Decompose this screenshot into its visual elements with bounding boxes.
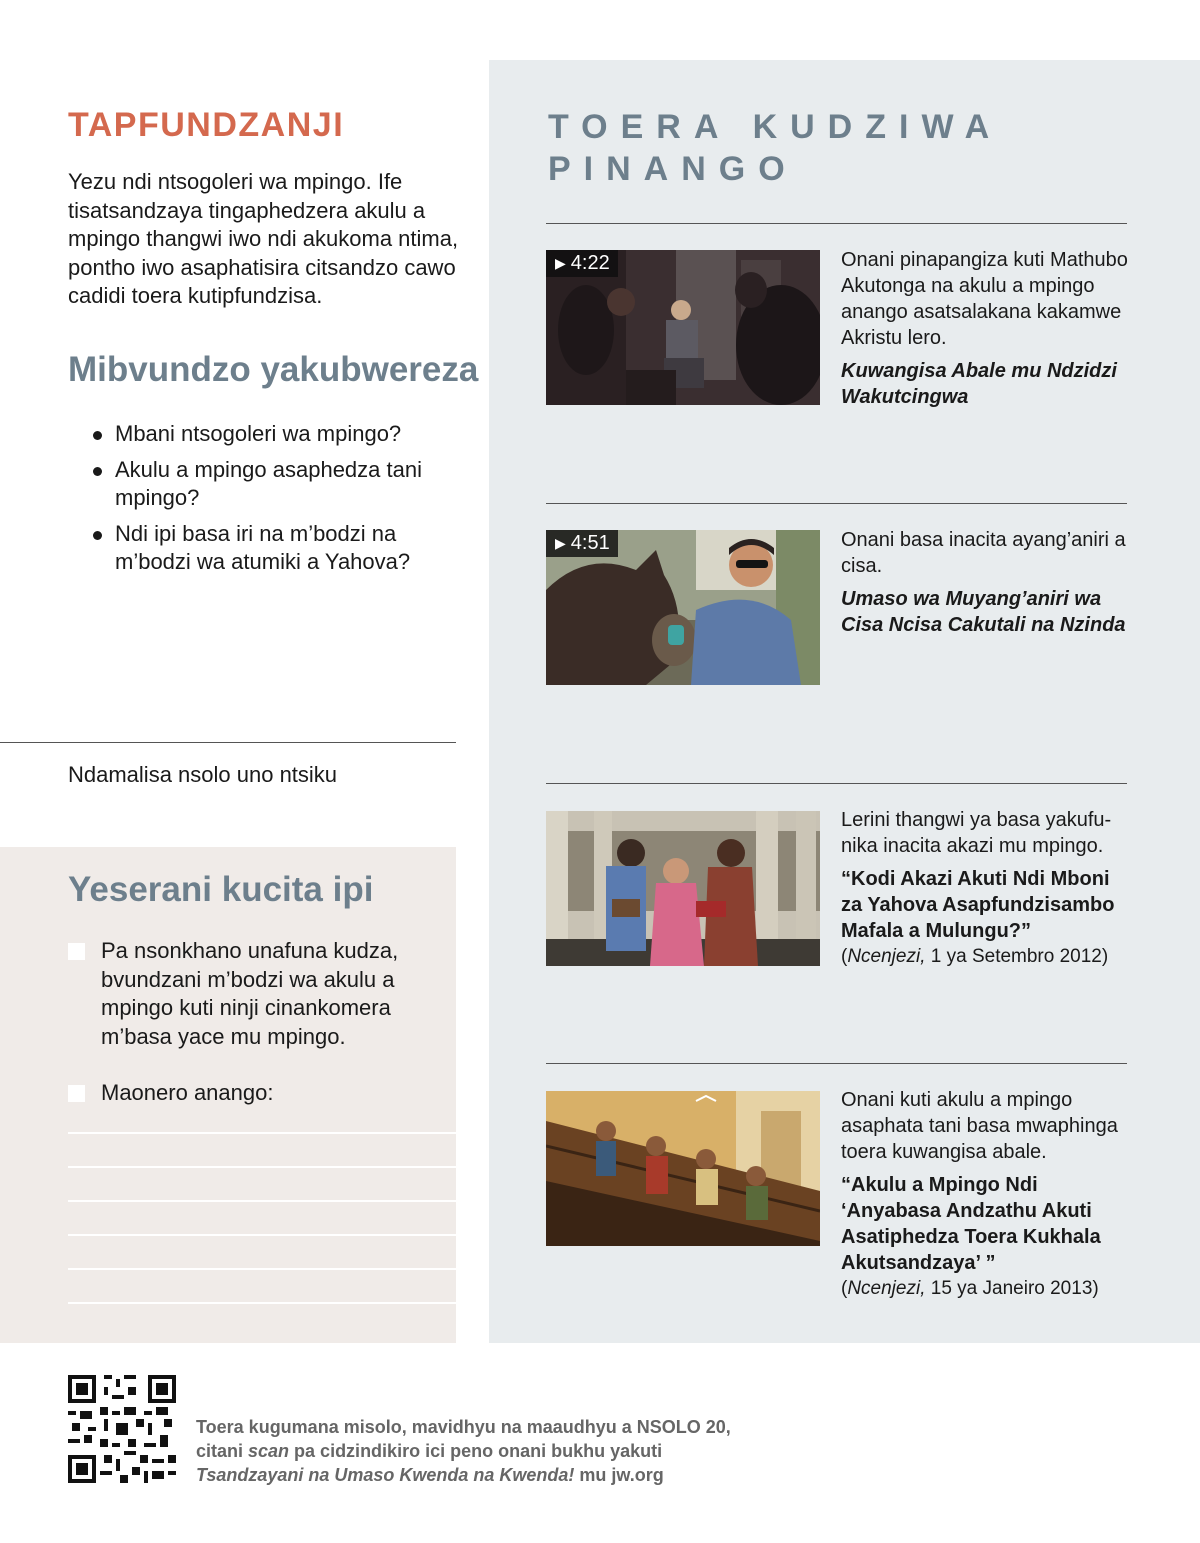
play-icon: ▶ [555, 255, 566, 271]
video-duration-badge: ▶ 4:22 [546, 250, 618, 277]
item-divider [546, 783, 1127, 784]
goal-item [68, 1079, 428, 1108]
article-citation: (Ncenjezi, 1 ya Setembro 2012) [841, 946, 1109, 967]
item-description: Onani basa inacita ayang’aniri a cisa. [841, 529, 1126, 577]
review-question: Mbani ntsogoleri wa mpingo? [92, 420, 442, 449]
writing-line[interactable] [68, 1302, 456, 1304]
goal-text: Pa nsonkhano unafuna kudza, bvundzani m’bodzi wa akulu a mpingo kuti ninji cinankomera m’basa yace mu mpingo. [101, 938, 399, 1049]
summary-title: TAPFUNDZANJI [68, 106, 345, 144]
play-icon: ▶ [555, 535, 566, 551]
goal-item [68, 937, 428, 1051]
item-divider [546, 503, 1127, 504]
video-duration-badge: ▶ 4:51 [546, 530, 618, 557]
review-question: Ndi ipi basa iri na m’bodzi na m’bodzi wa atumiki a Yahova? [92, 520, 442, 577]
goals-title: Yeserani kucita ipi [68, 870, 374, 909]
video-title-link[interactable]: Kuwangisa Abale mu Ndzidzi Wakutcingwa [841, 360, 1117, 408]
video-thumbnail-donkey[interactable] [546, 530, 820, 685]
article-image-painting[interactable] [546, 1091, 820, 1246]
video-thumbnail-meeting[interactable] [546, 250, 820, 405]
video-title-link[interactable]: Umaso wa Muyang’aniri wa Cisa Ncisa Cakutali na Nzinda [841, 588, 1126, 636]
jw-org-link[interactable]: mu jw.org [574, 1465, 664, 1485]
article-image-women[interactable] [546, 811, 820, 966]
photo-women-reading-icon [546, 811, 820, 966]
completed-date-label: Ndamalisa nsolo uno ntsiku [68, 762, 338, 787]
review-title: Mibvundzo yakubwereza [68, 350, 479, 389]
item-divider [546, 1063, 1127, 1064]
painting-ship-icon [546, 1091, 820, 1246]
item-description: Onani kuti akulu a mpingo asaphata tani basa mwaphinga toera kuwangisa abale. [841, 1089, 1118, 1163]
item-description: Onani pinapangiza kuti Mathubo Akutonga na akulu a mpingo anango asatsalakana kakamwe Akristu lero. [841, 249, 1128, 349]
goal-text: Maonero anango: [101, 1080, 274, 1105]
item-description: Lerini thangwi ya basa yakufunika inacita akazi mu mpingo. [841, 809, 1112, 857]
completed-divider [0, 742, 456, 743]
goal-checkbox[interactable] [68, 1085, 85, 1102]
goal-checkbox[interactable] [68, 943, 85, 960]
footer-text: Toera kugumana misolo, mavidhyu na maaudhyu a NSOLO 20, citani scan pa cidzindikiro ici peno onani bukhu yakuti Tsandzayani na Umaso Kwenda na Kwenda! mu jw.org [196, 1417, 731, 1485]
item-divider [546, 223, 1127, 224]
writing-line[interactable] [68, 1132, 456, 1134]
writing-line[interactable] [68, 1234, 456, 1236]
discover-title: TOERA KUDZIWA PINANGO [548, 108, 1001, 188]
writing-line[interactable] [68, 1200, 456, 1202]
writing-line[interactable] [68, 1268, 456, 1270]
review-question: Akulu a mpingo asaphedza tani mpingo? [92, 456, 442, 513]
article-title-link[interactable]: “Akulu a Mpingo Ndi ‘Anyabasa Andzathu Akuti Asatiphedza Toera Kukhala Akutsandzaya’ ” [841, 1174, 1101, 1274]
review-questions [92, 420, 442, 584]
article-title-link[interactable]: “Kodi Akazi Akuti Ndi Mboni za Yahova Asapfundzisambo Mafala a Mulungu?” [841, 868, 1115, 942]
summary-text: Yezu ndi ntsogoleri wa mpingo. Ife tisatsandzaya tingaphedzera akulu a mpingo thangwi iwo ndi akukoma ntima, pontho iwo asaphatisira citsandzo cawo cadidi toera kutipfundzisa. [68, 169, 459, 308]
article-citation: (Ncenjezi, 15 ya Janeiro 2013) [841, 1278, 1099, 1299]
qr-code-icon[interactable] [68, 1375, 176, 1483]
writing-line[interactable] [68, 1166, 456, 1168]
